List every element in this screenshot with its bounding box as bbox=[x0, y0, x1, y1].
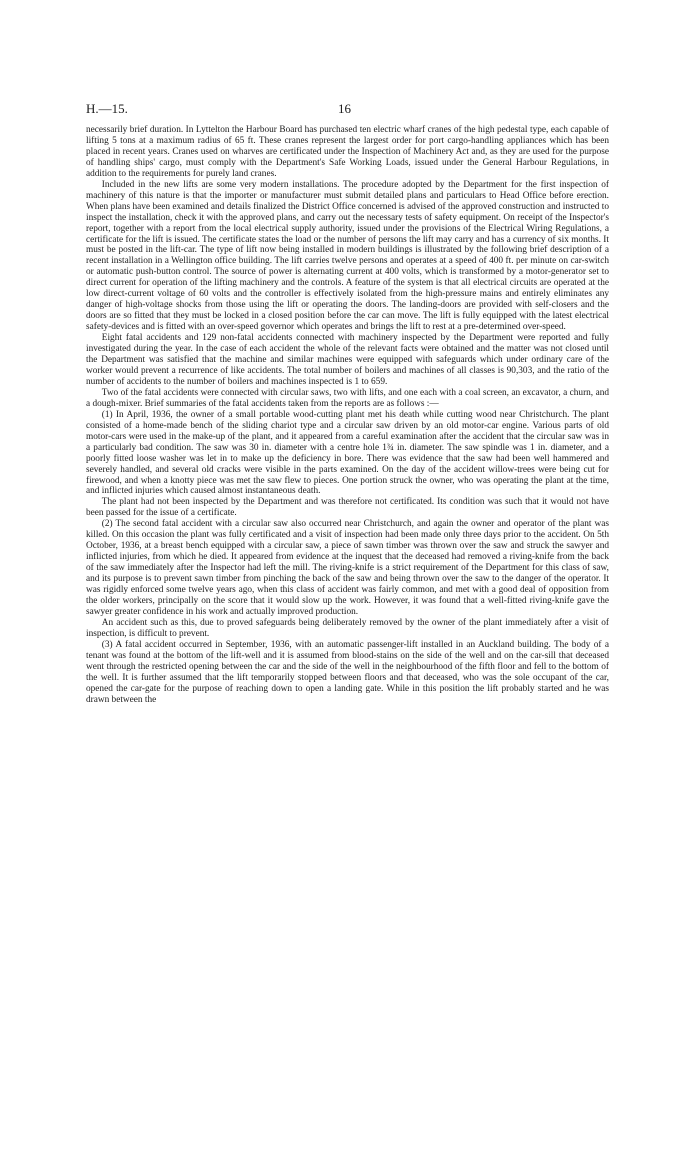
paragraph-accident-1: (1) In April, 1936, the owner of a small portable wood-cutting plant met his death while cutting wood near Christchurch. The plant consisted of a home-made bench of the sliding chariot type and a circular saw driven by an old motor-car engine. Various parts of old motor-cars were used in the make-up of the plant, and it appeared from a careful examination after the accident that the circular saw was in a particularly bad condition. The saw was 30 in. diameter with a centre hole 1¾ in. diameter. The saw spindle was 1 in. diameter, and a poorly fitted loose washer was let in to make up the deficiency in bore. There was evidence that the saw had been well hammered and severely handled, and several old cracks were visible in the parts examined. On the day of the accident willow-trees were being cut for firewood, and when a knotty piece was met the saw flew to pieces. One portion struck the owner, who was operating the plant at the time, and inflicted injuries which caused almost instantaneous death. bbox=[86, 409, 609, 497]
paragraph-continuation-cranes: necessarily brief duration. In Lyttelton the Harbour Board has purchased ten electric wharf cranes of the high pedestal type, each capable of lifting 5 tons at a maximum radius of 65 ft. These cranes represent the largest order for port cargo-handling appliances which has been placed in recent years. Cranes used on wharves are certificated under the Inspection of Machinery Act and, as they are used for the purpose of handling ships' cargo, must comply with the Department's Safe Working Loads, issued under the General Harbour Regulations, in addition to the requirements for purely land cranes. bbox=[86, 125, 609, 179]
paragraph-accident-3: (3) A fatal accident occurred in September, 1936, with an automatic passenger-lift installed in an Auckland building. The body of a tenant was found at the bottom of the lift-well and it is assumed from blood-stains on the side of the well and on the car-sill that deceased went through the restricted opening between the car and the side of the well in the neighbourhood of the fifth floor and fell to the bottom of the well. It is further assumed that the lift temporarily stopped between floors and that deceased, who was the sole occupant of the car, opened the car-gate for the purpose of reaching down to open a landing gate. While in this position the lift probably started and he was drawn between the bbox=[86, 639, 609, 705]
paragraph-lifts: Included in the new lifts are some very modern installations. The procedure adopted by the Department for the first inspection of machinery of this nature is that the importer or manufacturer must submit detailed plans and particulars to Head Office before erection. When plans have been examined and details finalized the District Office concerned is advised of the approved construction and instructed to inspect the installation, check it with the approved plans, and carry out the necessary tests of safety equipment. On receipt of the Inspector's report, together with a report from the local electrical supply authority, issued under the provisions of the Electrical Wiring Regulations, a certificate for the lift is issued. The certificate states the load or the number of persons the lift may carry and has a currency of six months. It must be posted in the lift-car. The type of lift now being installed in modern buildings is illustrated by the following brief description of a recent installation in a Wellington office building. The lift carries twelve persons and operates at a speed of 400 ft. per minute on car-switch or automatic push-button control. The source of power is alternating current at 400 volts, which is transformed by a motor-generator set to direct current for operation of the lifting machinery and the controls. A feature of the system is that all electrical circuits are operated at the low direct-current voltage of 60 volts and the controller is effectively isolated from the high-pressure mains and entirely eliminates any danger of high-voltage shocks from those using the lift or operating the doors. The landing-doors are provided with self-closers and the doors are so fitted that they must be locked in a closed position before the car can move. The lift is fully equipped with the latest electrical safety-devices and is fitted with an over-speed governor which operates and brings the lift to rest at a pre-determined over-speed. bbox=[86, 179, 609, 333]
running-head bbox=[86, 101, 614, 119]
paragraph-accident-statistics: Eight fatal accidents and 129 non-fatal accidents connected with machinery inspected by the Department were reported and fully investigated during the year. In the case of each accident the whole of the relevant facts were obtained and the matter was not closed until the Department was satisfied that the machine and similar machines were equipped with safeguards which under ordinary care of the worker would prevent a recurrence of like accidents. The total number of boilers and machines of all classes is 90,303, and the ratio of the number of accidents to the number of boilers and machines inspected is 1 to 659. bbox=[86, 333, 609, 387]
paragraph-fatal-accidents-summary: Two of the fatal accidents were connected with circular saws, two with lifts, and one each with a coal screen, an excavator, a churn, and a dough-mixer. Brief summaries of the fatal accidents taken from the reports are as follows :— bbox=[86, 387, 609, 409]
paragraph-accident-1-note: The plant had not been inspected by the Department and was therefore not certificated. Its condition was such that it would not have been passed for the issue of a certificate. bbox=[86, 497, 609, 519]
page-number: 16 bbox=[338, 101, 351, 116]
document-reference: H.—15. bbox=[86, 101, 128, 116]
paragraph-accident-2: (2) The second fatal accident with a circular saw also occurred near Christchurch, and again the owner and operator of the plant was killed. On this occasion the plant was fully certificated and a visit of inspection had been made only three days prior to the accident. On 5th October, 1936, at a breast bench equipped with a circular saw, a piece of sawn timber was thrown over the saw and struck the sawyer and inflicted injuries, from which he died. It appeared from evidence at the inquest that the deceased had removed a riving-knife from the back of the saw immediately after the Inspector had left the mill. The riving-knife is a strict requirement of the Department for this class of saw, and its purpose is to prevent sawn timber from pinching the back of the saw and being thrown over the saw to the danger of the operator. It was rigidly enforced some twelve years ago, when this class of accident was fairly common, and met with a good deal of opposition from the older workers, principally on the score that it would slow up the work. However, it was found that a well-fitted riving-knife gave the sawyer greater confidence in his work and actually improved production. bbox=[86, 519, 609, 617]
paragraph-accident-2-note: An accident such as this, due to proved safeguards being deliberately removed by the owner of the plant immediately after a visit of inspection, is difficult to prevent. bbox=[86, 617, 609, 639]
body-text bbox=[86, 125, 609, 706]
